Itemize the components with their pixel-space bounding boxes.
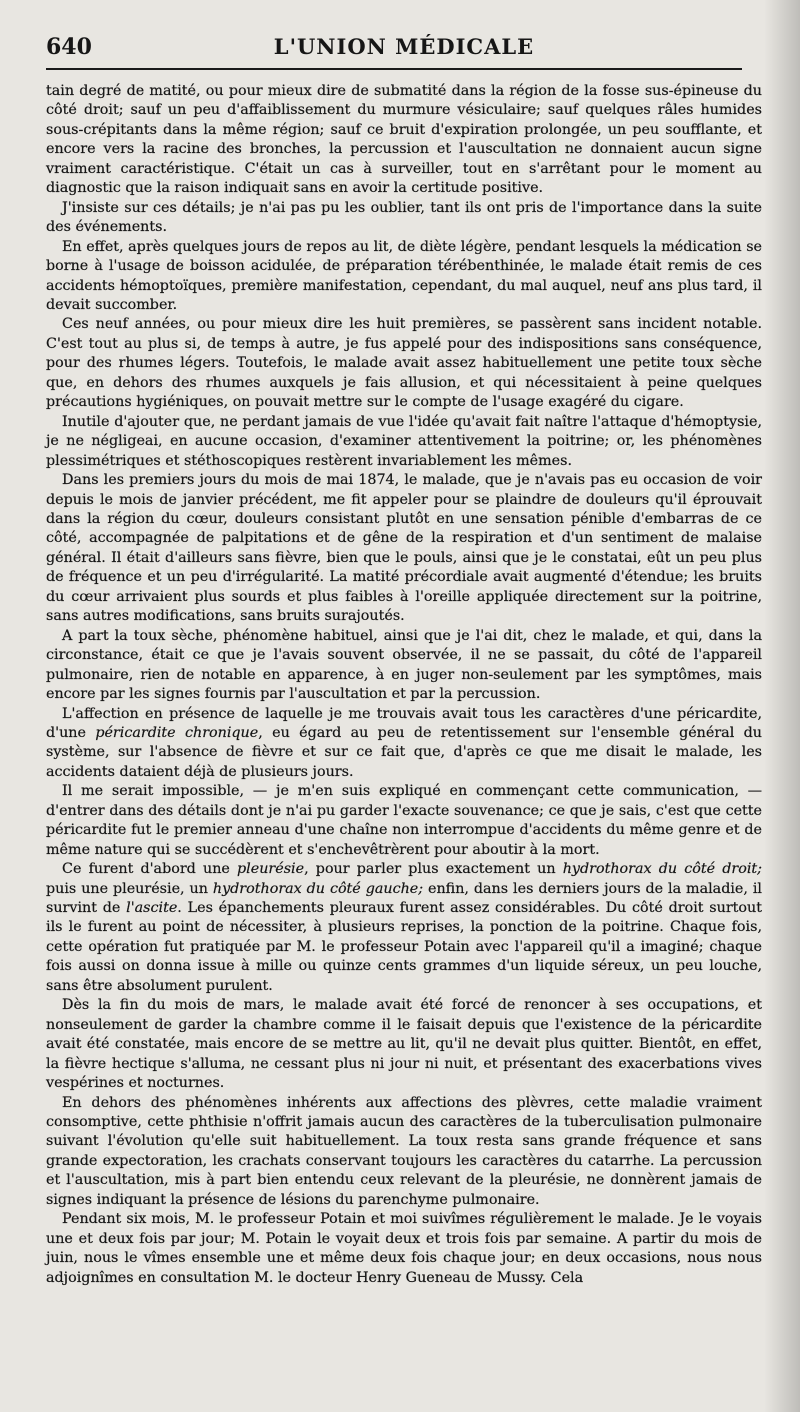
page-header <box>46 32 762 66</box>
paragraph <box>46 238 762 316</box>
paragraph <box>46 705 762 783</box>
paragraph-text: Ce furent d'abord une <box>62 861 238 878</box>
paragraph <box>46 199 762 238</box>
paragraph <box>46 782 762 860</box>
paragraph-text: enfin, dans les derniers jours de la maladie, il survint de <box>46 880 762 917</box>
paragraph-text: En dehors des phénomènes inhérents aux affections des plèvres, cette maladie vraiment consomptive, cette phthisie n'offrit jamais aucun des caractères de la tuberculisation pulmonaire suivant l'évolution qu'elle suit habituellement. La toux resta sans grande fréquence et sans grande expectoration, les crachats conservant toujours les caractères du catarrhe. La percussion et l'auscultation, mis à part bien entendu ceux relevant de la pleurésie, ne donnèrent jamais de signes indiquant la présence de lésions du parenchyme pulmonaire. <box>46 1094 762 1208</box>
paragraph-text: Inutile d'ajouter que, ne perdant jamais de vue l'idée qu'avait fait naître l'attaque d'hémoptysie, je ne négligeai, en aucune occasion, d'examiner attentivement la poitrine; or, les phénomènes plessimétriques et stéthoscopiques restèrent invariablement les mêmes. <box>46 413 762 469</box>
paragraph <box>46 315 762 412</box>
paragraph <box>46 860 762 996</box>
paragraph <box>46 82 762 199</box>
paragraph-text: En effet, après quelques jours de repos au lit, de diète légère, pendant lesquels la médication se borne à l'usage de boisson acidulée, de préparation térébenthinée, le malade était remis de ces accidents hémoptoïques, première manifestation, cependant, du mal auquel, neuf ans plus tard, il devait succomber. <box>46 238 762 313</box>
italic-term: hydrothorax du côté gauche; <box>212 880 424 897</box>
paragraph-text: Ces neuf années, ou pour mieux dire les huit premières, se passèrent sans incident notable. C'est tout au plus si, de temps à autre, je fus appelé pour des indispositions sans conséquence, pour des rhumes légers. Toutefois, le malade avait assez habituellement une petite toux sèche que, en dehors des rhumes auxquels je fais allusion, et qui nécessitaient à peine quelques précautions hygiéniques, on pouvait mettre sur le compte de l'usage exagéré du cigare. <box>46 316 762 411</box>
paragraph-text: Pendant six mois, M. le professeur Potain et moi suivîmes régulièrement le malade. Je le voyais une et deux fois par jour; M. Potain le voyait deux et trois fois par semaine. A partir du mois de juin, nous le vîmes ensemble une et même deux fois chaque jour; en deux occasions, nous nous adjoignîmes en consultation M. le docteur Henry Gueneau de Mussy. Cela <box>46 1211 762 1286</box>
paragraph <box>46 996 762 1093</box>
paragraph-text: puis une pleurésie, un <box>46 880 213 897</box>
italic-term: l'ascite <box>126 900 178 917</box>
paragraph-text: Dans les premiers jours du mois de mai 1874, le malade, que je n'avais pas eu occasion de voir depuis le mois de janvier précédent, me fit appeler pour se plaindre de douleurs qu'il éprouvait dans la région du cœur, douleurs consistant plutôt en une sensation pénible d'embarras de ce côté, accompagnée de palpitations et de gêne de la respiration et d'un sentiment de malaise général. Il était d'ailleurs sans fièvre, bien que le pouls, ainsi que je le constatai, eût un peu plus de fréquence et un peu d'irrégularité. La matité précordiale avait augmenté d'étendue; les bruits du cœur arrivaient plus sourds et plus faibles à l'oreille appliquée directement sur la poitrine, sans autres modifications, sans bruits surajoutés. <box>46 472 762 625</box>
page-edge-shadow <box>764 0 800 1412</box>
paragraph-text: J'insiste sur ces détails; je n'ai pas pu les oublier, tant ils ont pris de l'importance dans la suite des événements. <box>46 199 762 236</box>
paragraph <box>46 627 762 705</box>
paragraph-text: tain degré de matité, ou pour mieux dire de submatité dans la région de la fosse sus-épineuse du côté droit; sauf un peu d'affaiblissement du murmure vésiculaire; sauf quelques râles humides sous-crépitants dans la même région; sauf ce bruit d'expiration prolongée, un peu soufflante, et encore vers la racine des bronches, la percussion et l'auscultation ne donnaient aucun signe vraiment caractéristique. C'était un cas à surveiller, tout en s'arrêtant pour le moment au diagnostic que la raison indiquait sans en avoir la certitude positive. <box>46 83 762 197</box>
italic-term: pleurésie <box>237 861 305 878</box>
paragraph <box>46 1094 762 1211</box>
paragraph <box>46 413 762 471</box>
article-body <box>46 82 762 1288</box>
paragraph-text: . Les épanchements pleuraux furent assez considérables. Du côté droit surtout ils le furent au point de nécessiter, à plusieurs reprises, la ponction de la poitrine. Chaque fois, cette opération fut pratiquée par M. le professeur Potain avec l'appareil qu'il a imaginé; chaque fois aussi on donna issue à mille ou quinze cents grammes d'un liquide séreux, un peu louche, sans être absolument purulent. <box>46 900 762 994</box>
paragraph-text: , pour parler plus exactement un <box>304 861 563 878</box>
italic-term: péricardite chronique <box>95 724 259 741</box>
header-rule <box>46 68 742 70</box>
paragraph <box>46 1210 762 1288</box>
paragraph-text: L'affection en présence de laquelle je me trouvais avait tous les caractères d'une péricardite, d'une <box>46 705 762 741</box>
page-number: 640 <box>46 34 92 60</box>
paragraph <box>46 471 762 627</box>
paragraph-text: , eu égard au peu de retentissement sur l'ensemble général du système, sur l'absence de fièvre et sur ce fait que, d'après ce que me disait le malade, les accidents dataient déjà de plusieurs jours. <box>46 724 762 780</box>
running-title: L'UNION MÉDICALE <box>273 34 535 59</box>
paragraph-text: A part la toux sèche, phénomène habituel, ainsi que je l'ai dit, chez le malade, et qui, dans la circonstance, était ce que je l'avais souvent observée, il ne se passait, du côté de l'appareil pulmonaire, rien de notable en apparence, à en juger non-seulement par les symptômes, mais encore par les signes fournis par l'auscultation et par la percussion. <box>46 627 762 703</box>
italic-term: hydrothorax du côté droit; <box>562 861 762 878</box>
paragraph-text: Il me serait impossible, — je m'en suis expliqué en commençant cette communication, — d'entrer dans des détails dont je n'ai pu garder l'exacte souvenance; ce que je sais, c'est que cette péricardite fut le premier anneau d'une chaîne non interrompue d'accidents du même genre et de même nature qui se succédèrent et s'enchevêtrèrent pour aboutir à la mort. <box>46 783 762 858</box>
paragraph-text: Dès la fin du mois de mars, le malade avait été forcé de renoncer à ses occupations, et nonseulement de garder la chambre comme il le faisait depuis que l'existence de la péricardite avait été constatée, mais encore de se mettre au lit, qu'il ne devait plus quitter. Bientôt, en effet, la fièvre hectique s'alluma, ne cessant plus ni jour ni nuit, et présentant des exacerbations vives vespérines et nocturnes. <box>46 997 762 1092</box>
